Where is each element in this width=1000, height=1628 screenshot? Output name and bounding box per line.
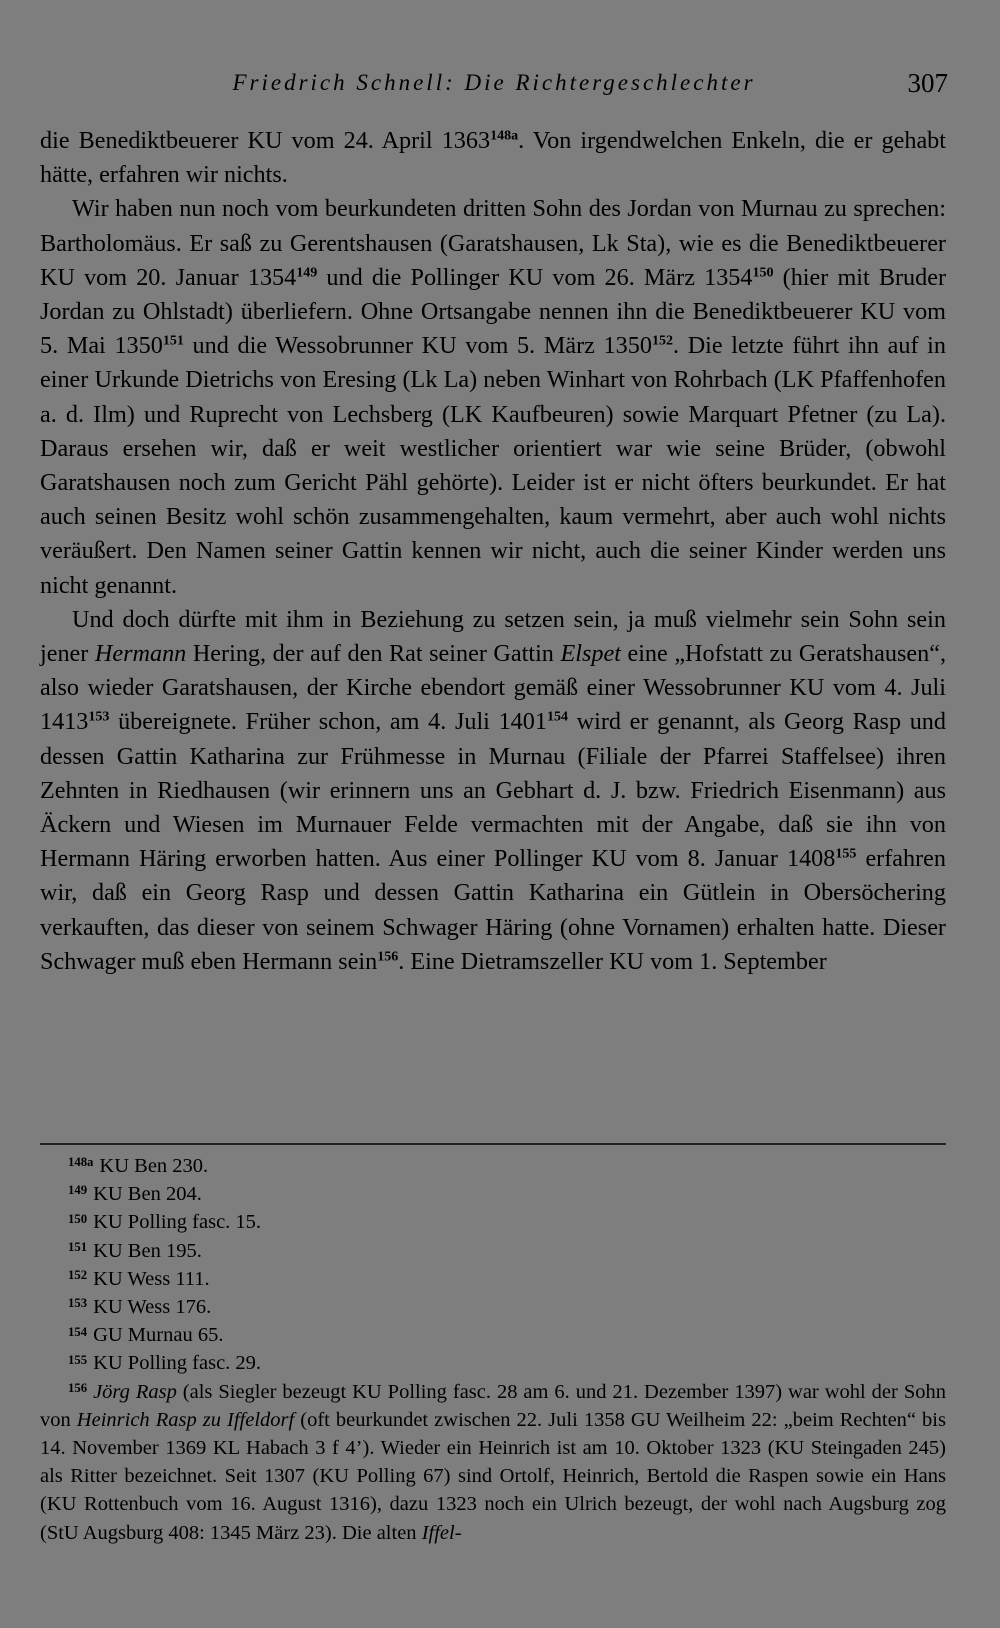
footnote-number: 153 (68, 1296, 88, 1311)
footnote-number: 148a (68, 1155, 94, 1170)
italic-name: Heinrich Rasp zu Iffeldorf (76, 1408, 295, 1431)
text-run: (hier mit Bruder Jordan zu Ohlstadt) überliefern. Ohne Ortsangabe nennen ihn die Benediktbeuerer KU vom 5. Mai 1350 (40, 263, 947, 360)
footnote-151 (40, 1237, 946, 1265)
text-run: übereignete. Früher schon, am 4. Juli 1401 (109, 708, 547, 736)
footnote-148a (40, 1152, 946, 1180)
text-run: Und doch dürfte mit ihm in Beziehung zu setzen sein, ja muß vielmehr sein Sohn sein jener (40, 605, 946, 668)
text-run: Wir haben nun noch vom beurkundeten dritten Sohn des Jordan von Murnau zu sprechen: Bartholomäus. Er saß zu Gerentshausen (Garatshausen, Lk Sta), wie es die Benediktbeuerer KU vom 20. Januar 1354 (40, 195, 946, 291)
footnote-text: KU Polling fasc. 29. (93, 1352, 262, 1375)
footnote-152 (40, 1265, 946, 1293)
paragraph-1 (40, 124, 946, 192)
footnote-text: KU Ben 230. (99, 1155, 209, 1177)
footnote-ref-156: 156 (377, 948, 399, 965)
running-head-title: Friedrich Schnell: Die Richtergeschlechter (232, 70, 756, 95)
footnote-number: 156 (68, 1380, 88, 1395)
text-run: . Eine Dietramszeller KU vom 1. September (398, 947, 827, 975)
footnote-number: 155 (68, 1352, 88, 1367)
footnote-ref-152: 152 (651, 332, 673, 349)
text-run: . Die letzte führt ihn auf in einer Urkunde Dietrichs von Eresing (Lk La) neben Winhart von Rohrbach (LK Pfaffenhofen a. d. Ilm) und Ruprecht von Lechsberg (LK Kaufbeuren) sowie Marquart Pfetner (zu La). Daraus ersehen wir, daß er weit westlicher orientiert war wie seine Brüder, (obwohl Garatshausen noch zum Gericht Pähl gehörte). Leider ist er nicht öfters beurkundet. Er hat auch seinen Besitz wohl schön zusammengehalten, kaum vermehrt, aber auch wohl nichts veräußert. Den Namen seiner Gattin kennen wir nicht, auch die seiner Kinder werden uns nicht genannt. (40, 332, 946, 599)
text-run: erfahren wir, daß ein Georg Rasp und dessen Gattin Katharina ein Gütlein in Obersöchering verkauften, das dieser von seinem Schwager Häring (ohne Vornamen) erhalten hatte. Dieser Schwager muß eben Hermann sein (40, 845, 947, 975)
footnote-text: (als Siegler bezeugt KU Polling fasc. 28 am 6. und 21. Dezember 1397) war wohl der Sohn von (40, 1380, 946, 1431)
italic-name: Hermann (94, 640, 187, 668)
footnote-text: KU Wess 176. (93, 1296, 212, 1319)
footnote-156 (40, 1378, 946, 1547)
footnote-ref-153: 153 (88, 709, 110, 726)
footnote-text: KU Wess 111. (93, 1267, 210, 1290)
italic-name: Jörg Rasp (93, 1380, 177, 1403)
footnote-text: KU Polling fasc. 15. (93, 1211, 262, 1234)
footnote-149 (40, 1180, 946, 1208)
text-run: eine „Hofstatt zu Geratshausen“, also wieder Garatshausen, der Kirche ebendort gemäß einer Wessobrunner KU vom 4. Juli 1413 (40, 640, 947, 736)
italic-name: Elspet (560, 640, 621, 668)
footnote-number: 151 (68, 1239, 88, 1254)
footnote-ref-151: 151 (162, 332, 184, 349)
text-run: wird er genannt, als Georg Rasp und dessen Gattin Katharina zur Frühmesse in Murnau (Filiale der Pfarrei Staffelsee) ihren Zehnten in Riedhausen (wir erinnern uns an Gebhart d. J. bzw. Friedrich Eisenmann) aus Äckern und Wiesen im Murnauer Felde vermachten mit der Angabe, daß sie ihn von Hermann Häring erworben hatten. Aus einer Pollinger KU vom 8. Januar 1408 (40, 708, 946, 873)
paragraph-2 (40, 192, 946, 602)
footnote-ref-154: 154 (546, 709, 568, 726)
footnotes (40, 1152, 946, 1547)
text-run: . Von irgendwelchen Enkeln, die er gehabt hätte, erfahren wir nichts. (40, 127, 946, 189)
footnote-153 (40, 1293, 946, 1321)
text-run: die Benediktbeuerer KU vom 24. April 1363 (40, 127, 491, 154)
text-run: und die Pollinger KU vom 26. März 1354 (317, 263, 753, 291)
footnote-divider (40, 1143, 946, 1145)
footnote-number: 152 (68, 1268, 88, 1283)
footnote-text: KU Ben 195. (93, 1239, 202, 1262)
text-run: Hering, der auf den Rat seiner Gattin (186, 640, 561, 668)
running-head (40, 68, 948, 104)
paragraph-3 (40, 603, 946, 979)
footnote-text: (oft beurkundet zwischen 22. Juli 1358 GU Weilheim 22: „beim Rechten“ bis 14. November 1369 KL Habach 3 f 4’). Wieder ein Heinrich ist am 10. Oktober 1323 (KU Steingaden 245) als Ritter bezeichnet. Seit 1307 (KU Polling 67) sind Ortolf, Heinrich, Bertold die Raspen sowie ein Hans (KU Rottenbuch vom 16. August 1316), dazu 1323 noch ein Ulrich bezeugt, der wohl nach Augsburg zog (StU Augsburg 408: 1345 März 23). Die alten (40, 1408, 946, 1544)
main-text (40, 124, 946, 979)
footnote-text: GU Murnau 65. (93, 1324, 224, 1347)
footnote-154 (40, 1321, 946, 1349)
page-number: 307 (907, 68, 948, 98)
text-run: und die Wessobrunner KU vom 5. März 1350 (183, 332, 652, 360)
footnote-ref-155: 155 (835, 845, 857, 862)
footnote-text: KU Ben 204. (93, 1183, 202, 1206)
footnote-number: 150 (68, 1211, 88, 1226)
footnote-number: 154 (68, 1324, 88, 1339)
footnote-number: 149 (68, 1183, 88, 1198)
italic-name: Iffel- (421, 1521, 462, 1544)
footnote-ref-150: 150 (752, 264, 774, 281)
footnote-155 (40, 1349, 946, 1377)
footnote-ref-149: 149 (296, 264, 318, 281)
footnote-ref-148a: 148a (490, 127, 519, 144)
footnote-150 (40, 1208, 946, 1236)
